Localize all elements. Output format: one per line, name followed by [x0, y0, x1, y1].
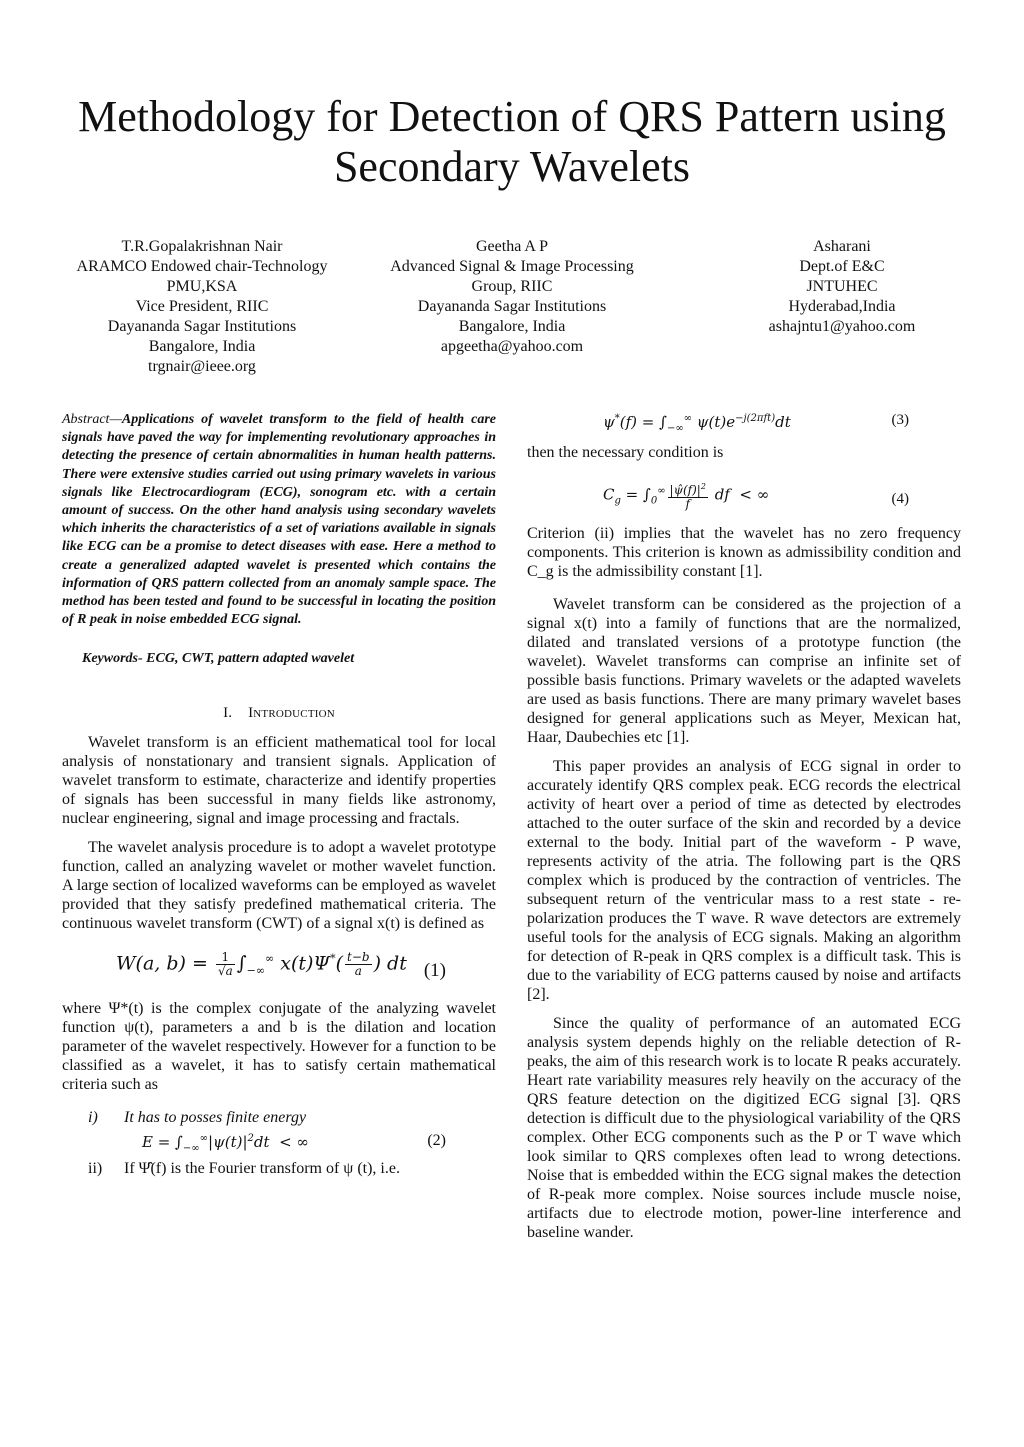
equation-2-expression: $E = \int_{-\infty}^\infty|\psi(t)|^2dt$ < ∞	[142, 1133, 309, 1155]
criterion-1-text: It has to posses finite energy	[124, 1109, 307, 1127]
author-1-line: Bangalore, India	[148, 338, 256, 355]
then-text: then the necessary condition is	[527, 444, 724, 461]
author-1-line: Dayananda Sagar Institutions	[107, 318, 297, 335]
author-3-email: ashajntu1@yahoo.com	[768, 318, 916, 335]
author-2	[362, 237, 662, 357]
author-1-line: Vice President, RIIC	[135, 298, 269, 315]
criterion-2-label: ii)	[88, 1160, 103, 1178]
left-column	[62, 411, 496, 1178]
intro-paragraph-2: The wavelet analysis procedure is to adopt a wavelet prototype function, called an analyzing wavelet or mother wavelet function. A large section of localized waveforms can be employed as wavelet provided that they satisfy predefined mathematical criteria. The continuous wavelet transform (CWT) of a signal x(t) is defined as	[62, 839, 496, 933]
author-1	[52, 237, 352, 377]
author-1-name: T.R.Gopalakrishnan Nair	[121, 238, 283, 255]
criterion-2	[88, 1159, 496, 1178]
author-1-line: PMU,KSA	[166, 278, 238, 295]
author-3-line: Dept.of E&C	[799, 258, 885, 275]
equation-1-expression: W(a, b) = $\frac{1}{√a}$ $\int_{-\infty}^\infty$ x(t)Ψ*( $\frac{t-b}{a}$ ) dt	[116, 950, 407, 979]
author-1-email: trgnair@ieee.org	[148, 358, 256, 375]
author-1-line: ARAMCO Endowed chair-Technology	[76, 258, 328, 275]
equation-2-number: (2)	[427, 1132, 446, 1150]
intro-paragraph-1: Wavelet transform is an efficient mathematical tool for local analysis of nonstationary and transient signals. Application of wavelet transform to estimate, characterize and identify properties of signals has been successful in many fields like astronomy, nuclear engineering, signal and image processing and fractals.	[62, 734, 496, 828]
paper-title: Methodology for Detection of QRS Pattern using Secondary Wavelets	[78, 92, 946, 191]
author-2-name: Geetha A P	[476, 238, 548, 255]
right-paragraph-3: Since the quality of performance of an automated ECG analysis system depends highly on the reliable detection of R-peaks, the aim of this research work is to locate R peaks accurately. Heart rate variability measures rely heavily on the accuracy of the QRS feature detection on the digitized ECG signal [3]. QRS detection is difficult due to the physiological variability of the QRS complex. Other ECG components such as the P or T wave which look similar to QRS complexes often lead to wrong detections. Noise that is embedded within the ECG signal makes the detection of R-peak more complex. Noise sources include muscle noise, artifacts due to electrode motion, power-line interference and baseline wander.	[527, 1015, 961, 1241]
abstract	[62, 411, 496, 629]
equation-2	[62, 1127, 496, 1153]
keywords: Keywords- ECG, CWT, pattern adapted wavelet	[82, 651, 355, 667]
criterion-1-label: i)	[88, 1109, 98, 1127]
abstract-text: Applications of wavelet transform to the field of health care signals have paved the way for implementing revolutionary approaches in detecting the presence of certain abnormalities in human health patterns. There were extensive studies carried out using primary wavelets in various signals like Electrocardiogram (ECG), sonogram etc. with a certain amount of success. On the other hand analysis using secondary wavelets which inherits the characteristics of a set of variations available in signals like ECG can be a promise to detect diseases with ease. Here a method to create a generalized adapted wavelet is presented which contains the information of QRS pattern collected from an anomaly sample space. The method has been tested and found to be successful in locating the position of R peak in noise embedded ECG signal.	[62, 412, 496, 628]
author-3-name: Asharani	[813, 238, 871, 255]
right-paragraph-2: This paper provides an analysis of ECG signal in order to accurately identify QRS complex peak. ECG records the electrical activity of heart over a period of time as detected by electrodes attached to the outer surface of the skin and recorded by a device external to the body. Initial part of the waveform - P wave, represents activity of the atria. The following part is the QRS complex which is produced by the contraction of ventricles. The subsequent return of the ventricular mass to a rest state - re-polarization produces the T wave. R wave detectors are extremely useful tools for the analysis of ECG signals. Making an algorithm for detection of R-peak in QRS complex is a difficult task. This is due to the variability of ECG patterns caused by noise and artifacts [2].	[527, 758, 961, 1003]
where-paragraph: where Ψ*(t) is the complex conjugate of the analyzing wavelet function ψ(t), parameters a and b is the dilation and location parameter of the wavelet respectively. However for a function to be classified as a wavelet, it has to satisfy certain mathematical criteria such as	[62, 1000, 496, 1094]
author-3-line: Hyderabad,India	[788, 298, 896, 315]
criterion-2-text: If Ψ̂(f) is the Fourier transform of ψ (t), i.e.	[124, 1160, 400, 1178]
author-3	[712, 237, 972, 337]
author-3-line: JNTUHEC	[806, 278, 878, 295]
author-2-line: Group, RIIC	[471, 278, 553, 295]
equation-4-expression: $C_g = \int_0^\infty$ $\frac{|\psî(f)|^2}{f}$ df < ∞	[603, 482, 770, 511]
equation-1-number: (1)	[423, 960, 446, 982]
equation-4-number: (4)	[891, 491, 909, 507]
section-title: Introduction	[248, 705, 335, 722]
equation-3-number: (3)	[891, 412, 909, 428]
author-2-line: Dayananda Sagar Institutions	[417, 298, 607, 315]
criterion-paragraph: Criterion (ii) implies that the wavelet has no zero frequency components. This criterion is known as admissibility condition and C_g is the admissibility constant [1].	[527, 525, 961, 580]
section-heading	[62, 704, 496, 723]
right-column	[527, 405, 961, 1252]
abstract-lead: Abstract—	[62, 412, 122, 427]
author-2-line: Advanced Signal & Image Processing	[390, 258, 634, 275]
right-paragraph-1: Wavelet transform can be considered as the projection of a signal x(t) into a family of functions that are the normalized, dilated and translated versions of a prototype function (the wavelet). Wavelet transforms can comprise an infinite set of possible basis functions. Primary wavelets or the adapted wavelets are used as basis functions. There are many primary wavelet bases designed for general applications such as Meyer, Mexican hat, Haar, Daubechies etc [1].	[527, 596, 961, 746]
author-block	[52, 237, 972, 387]
author-2-line: Bangalore, India	[458, 318, 566, 335]
section-number: I.	[223, 705, 233, 722]
equation-1	[62, 943, 496, 995]
author-2-email: apgeetha@yahoo.com	[440, 338, 584, 355]
equation-3-expression: $\psi^*(f) = \int_{-\infty}^\infty$ $\psi(t)e^{-j(2\pi ft)}dt$	[603, 413, 791, 434]
equation-4	[527, 472, 961, 520]
criterion-1	[62, 1108, 496, 1127]
equation-3	[527, 409, 961, 437]
